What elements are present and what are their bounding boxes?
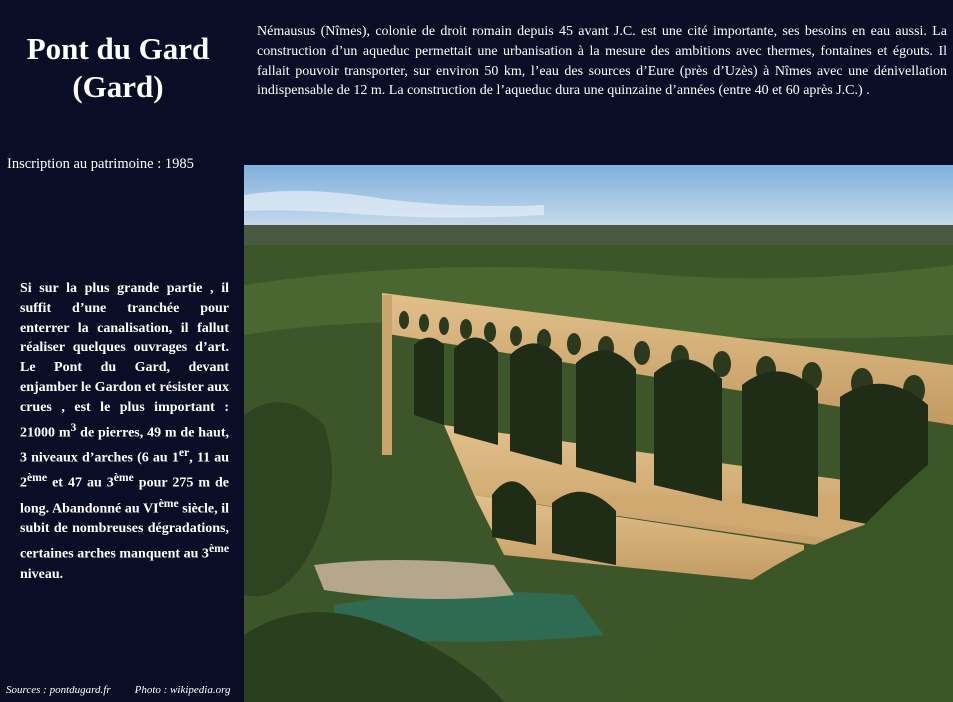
aqueduct-photo	[244, 165, 953, 702]
superscript: ème	[158, 496, 179, 510]
superscript: ème	[113, 471, 134, 485]
aqueduct-illustration	[244, 165, 953, 702]
body-text-2: de pierres, 49 m de haut, 3 niveaux d’arches (6 au 1	[20, 425, 230, 466]
inscription-text: Inscription au patrimoine : 1985	[7, 156, 194, 172]
superscript: er	[178, 446, 190, 460]
title-line-2: (Gard)	[72, 69, 164, 104]
intro-paragraph: Némausus (Nîmes), colonie de droit romain depuis 45 avant J.C. est une cité importante, ses besoins en eau aussi. La construction d’un aqueduc permettait une urbanisation à la mesure des ambitions avec thermes, fontaines et égouts. Il fallait pouvoir transporter, sur environ 50 km, l’eau des sources d’Eure (près d’Uzès) à Nîmes avec une dénivellation indispensable de 12 m. La construction de l’aqueduc dura une quinzaine d’années (entre 40 et 60 après J.C.) .	[257, 24, 947, 99]
body-paragraph	[20, 279, 229, 584]
body-text-5: pour 275 m de long. Abandonné au VI	[20, 476, 229, 517]
sources-credit	[6, 684, 230, 696]
superscript: 3	[70, 420, 77, 434]
page-title	[0, 30, 236, 106]
superscript: ème	[208, 542, 229, 556]
body-text-7: niveau.	[20, 566, 64, 582]
body-text-1: Si sur la plus grande partie , il suffit d’une tranchée pour enterrer la canalisation, il fallut réaliser quelques ouvrages d’art. Le Pont du Gard, devant enjamber le Gardon et résister aux crues , est le plus important : 21000 m	[20, 281, 229, 441]
sources-left: Sources : pontdugard.fr	[6, 684, 111, 696]
body-text-6: siècle, il subit de nombreuses dégradations, certaines arches manquent au 3	[20, 501, 230, 562]
title-line-1: Pont du Gard	[26, 31, 210, 66]
body-text-4: et 47 au 3	[47, 476, 114, 492]
superscript: ème	[27, 471, 48, 485]
body-text-3: , 11 au 2	[20, 450, 229, 492]
photo-credit: Photo : wikipedia.org	[134, 684, 231, 696]
